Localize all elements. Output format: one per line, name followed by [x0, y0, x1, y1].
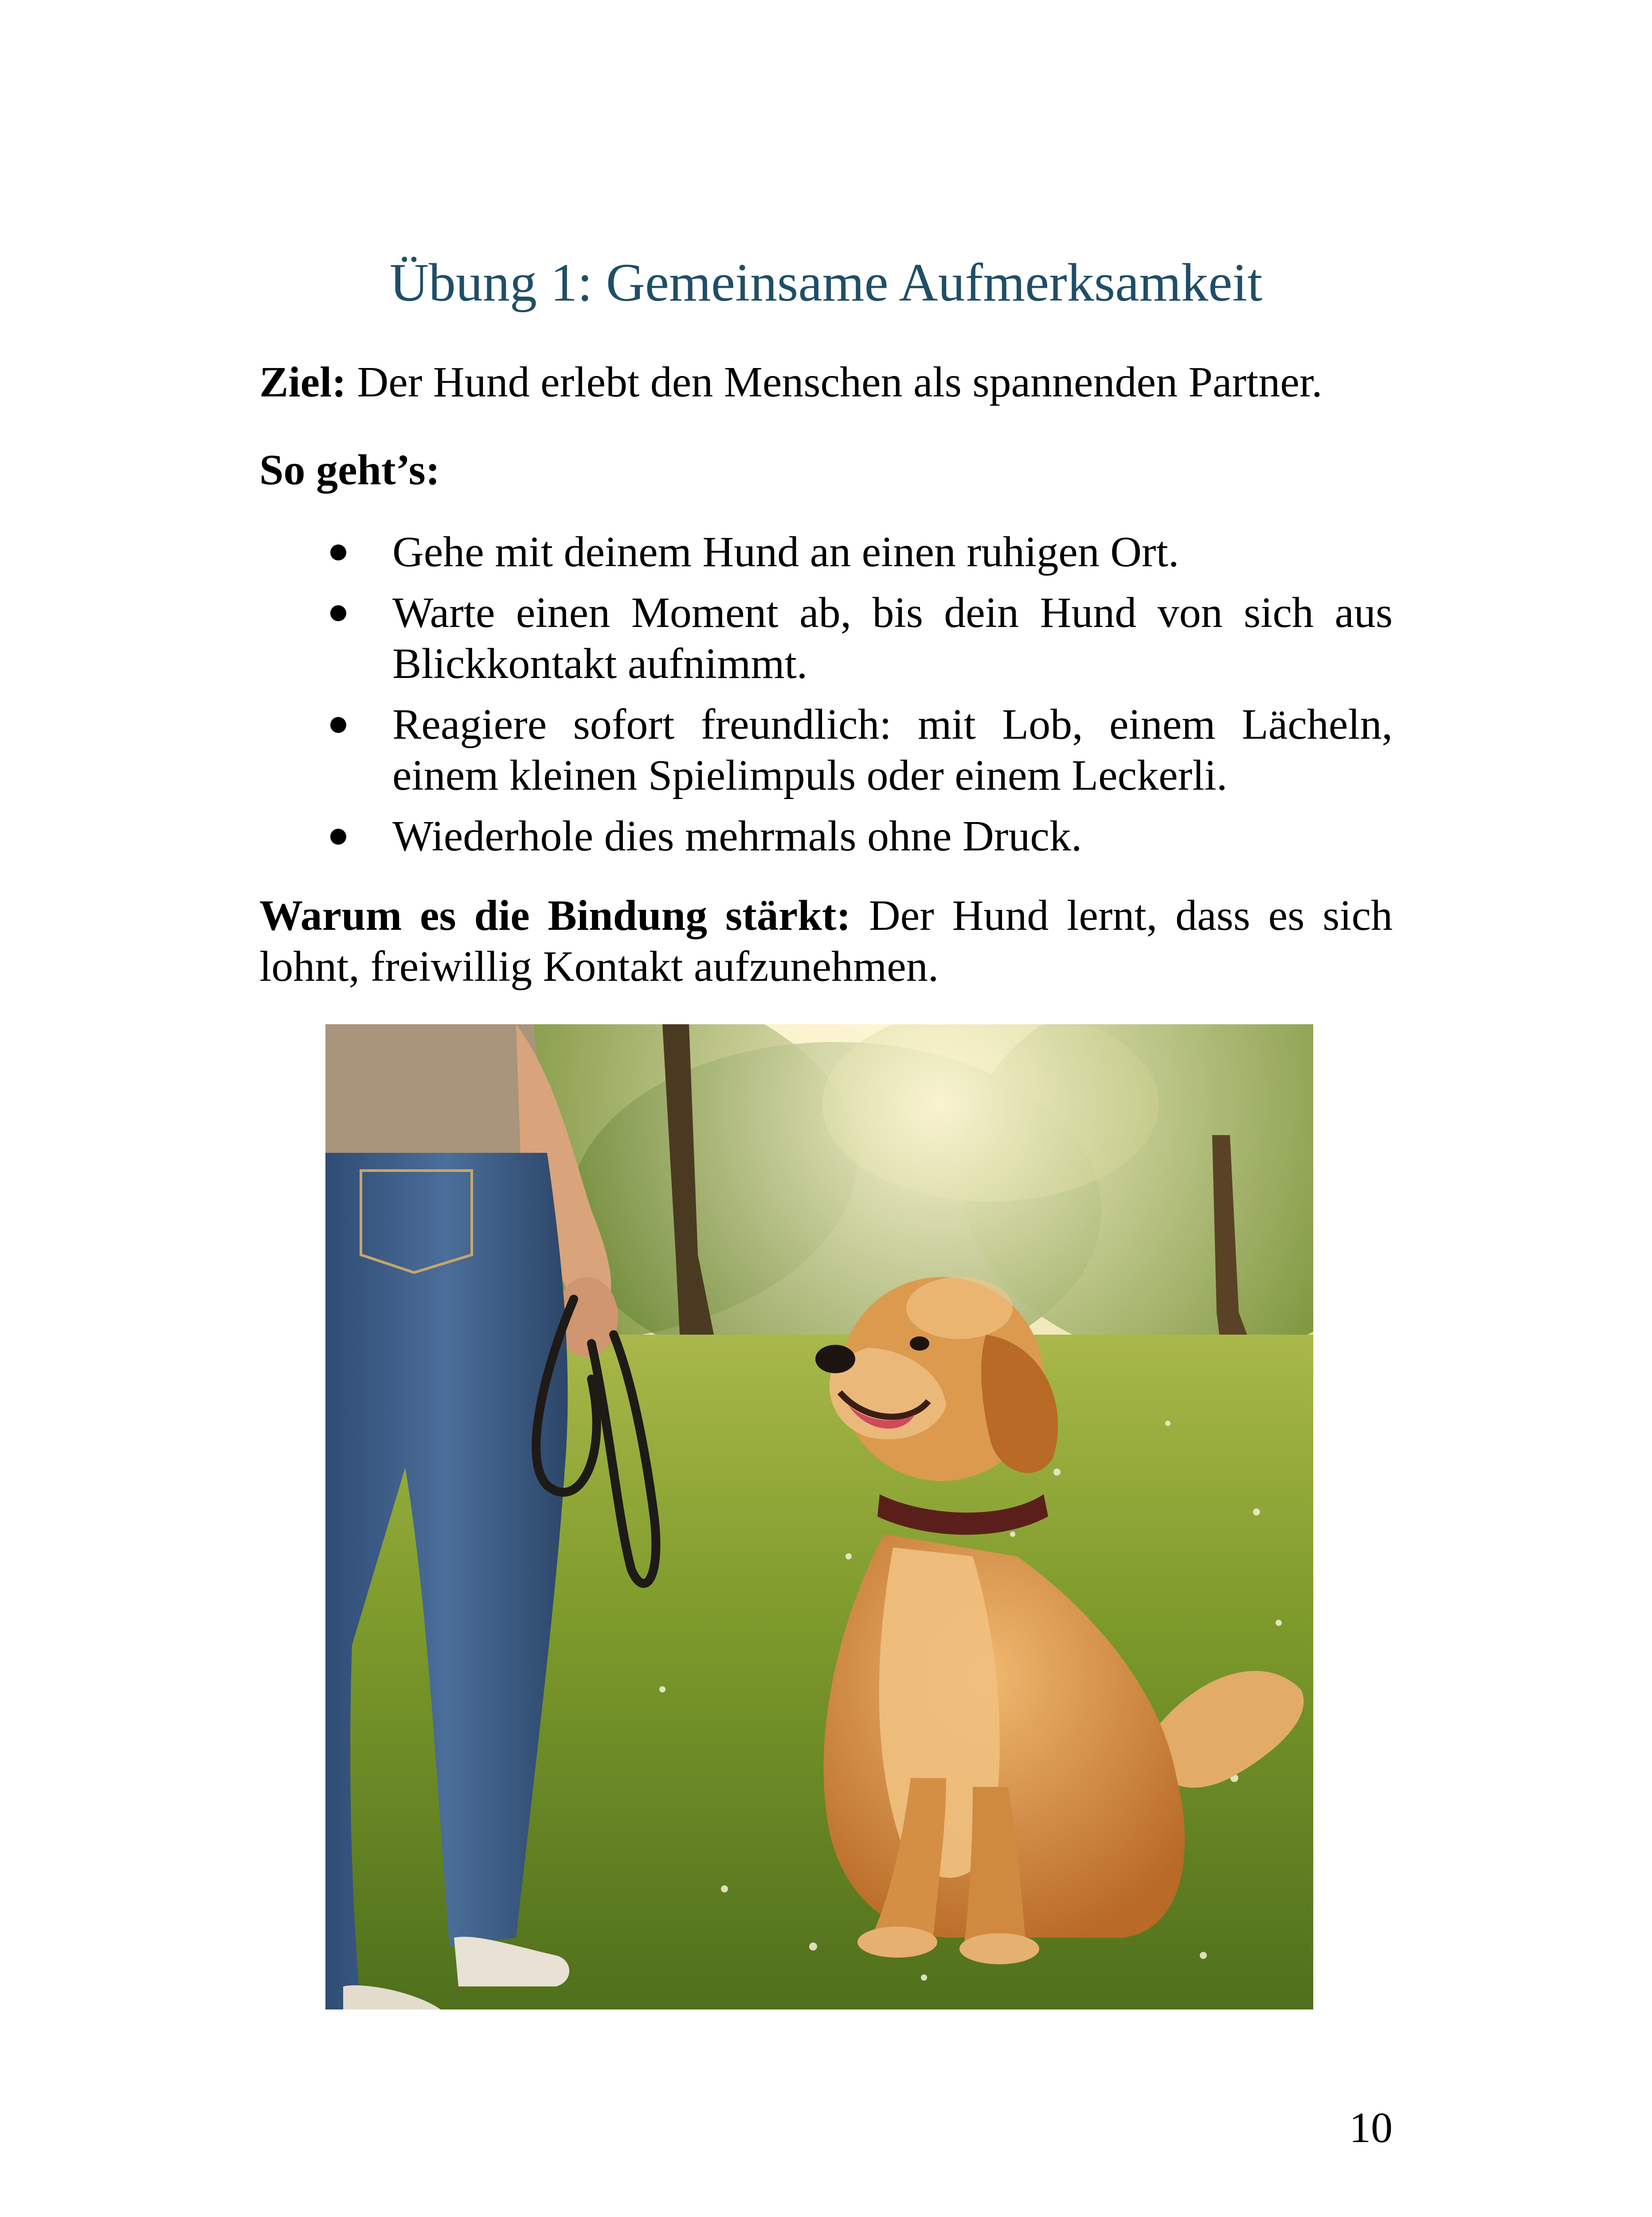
- bullet-icon: [330, 829, 346, 845]
- steps-list: [259, 527, 1393, 872]
- bullet-icon: [330, 717, 346, 733]
- dog-training-photo: [325, 1024, 1313, 2009]
- reason-paragraph: [259, 890, 1393, 992]
- step-text: Gehe mit deinem Hund an einen ruhigen Ort.: [392, 528, 1179, 576]
- section-heading: Übung 1: Gemeinsame Aufmerksamkeit: [389, 253, 1263, 313]
- list-item: [259, 588, 1393, 689]
- photo-illustration: [325, 1024, 1313, 2009]
- goal-label: Ziel:: [259, 358, 346, 406]
- page-number: 10: [1349, 2104, 1393, 2152]
- goal-paragraph: [259, 357, 1393, 408]
- goal-text: Der Hund erlebt den Menschen als spannenden Partner.: [346, 358, 1323, 406]
- bullet-icon: [330, 544, 346, 560]
- list-item: [259, 527, 1393, 578]
- bullet-icon: [330, 605, 346, 621]
- list-item: [259, 699, 1393, 801]
- step-text: Reagiere sofort freundlich: mit Lob, einem Lächeln, einem kleinen Spielimpuls oder einem Leckerli.: [392, 701, 1393, 799]
- step-text: Warte einen Moment ab, bis dein Hund von sich aus Blickkontakt aufnimmt.: [392, 589, 1393, 688]
- step-text: Wiederhole dies mehrmals ohne Druck.: [392, 812, 1082, 860]
- instructions-heading: [259, 445, 1393, 496]
- reason-label: Warum es die Bindung stärkt:: [259, 892, 851, 940]
- instructions-label: So geht’s:: [259, 446, 440, 494]
- reason-text: Der Hund lernt, dass es sich lohnt, freiwillig Kontakt aufzunehmen.: [259, 892, 1393, 991]
- list-item: [259, 811, 1393, 862]
- person-shirt: [325, 1024, 547, 1171]
